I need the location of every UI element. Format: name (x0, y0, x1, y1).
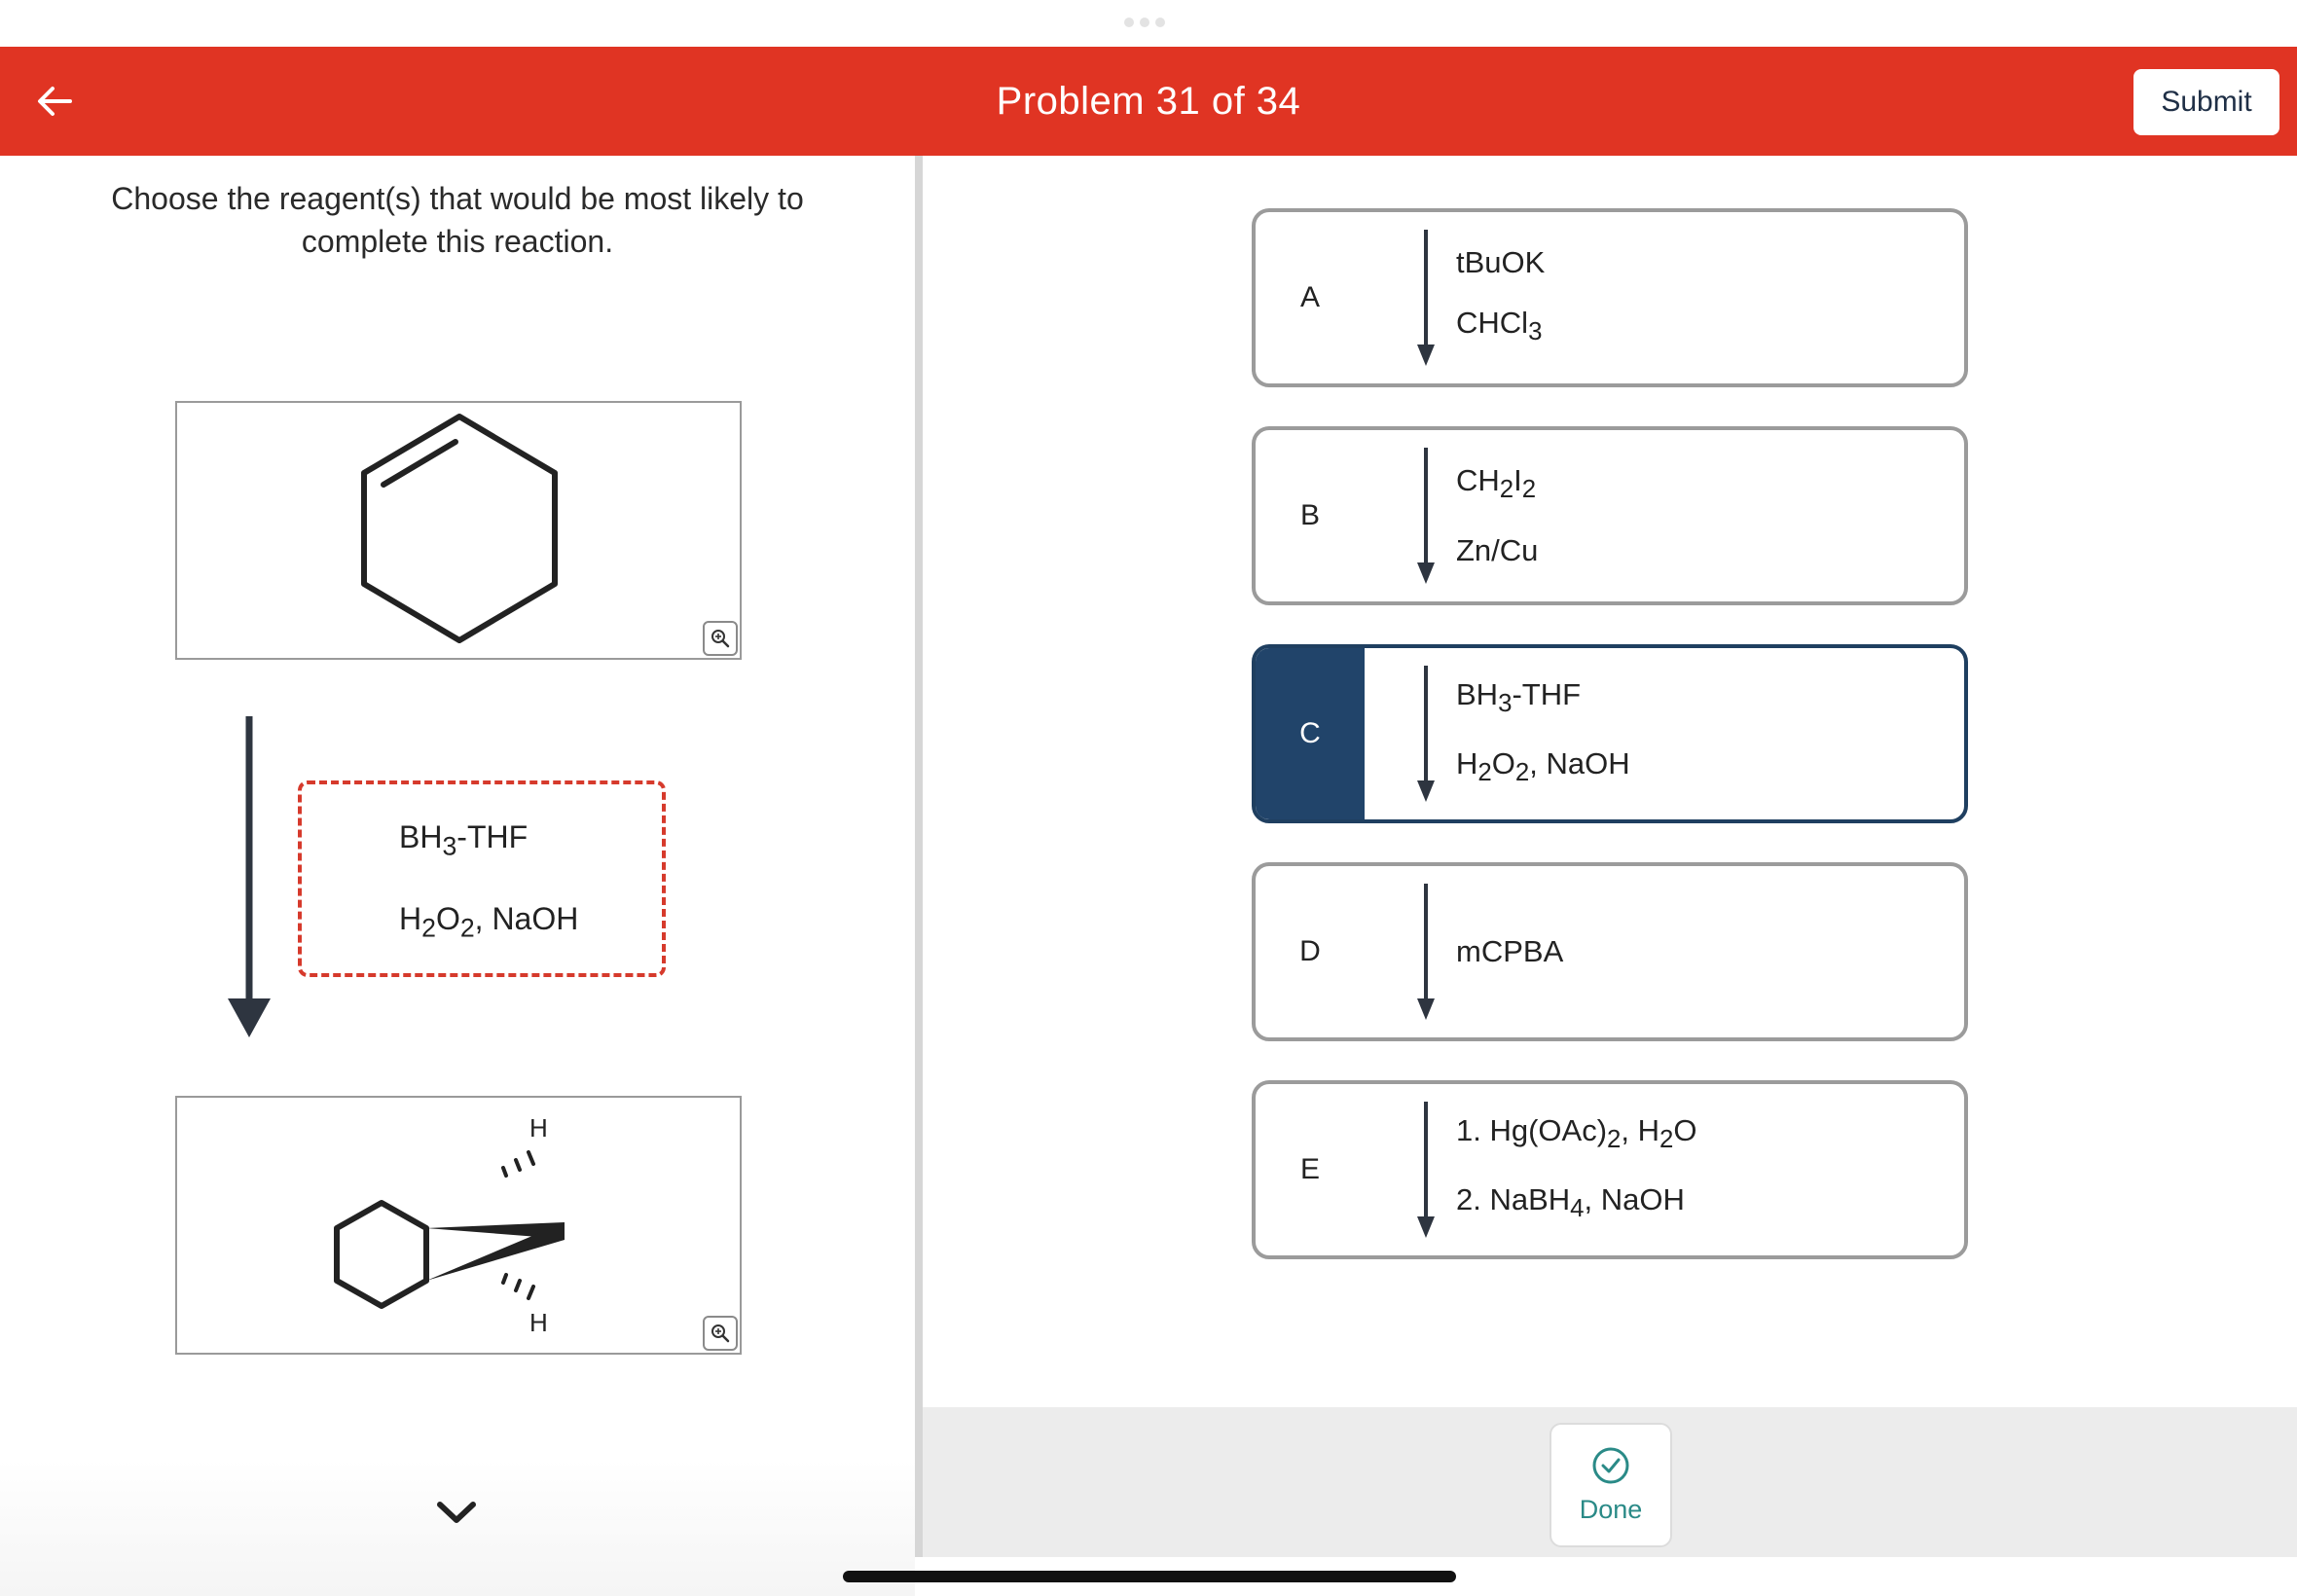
option-c[interactable] (1252, 644, 1968, 823)
option-line: $BH_3$-THF (1456, 676, 1582, 717)
option-e[interactable] (1252, 1080, 1968, 1259)
option-line: $CH_2I_2$ (1456, 463, 1537, 504)
submit-button[interactable]: Submit (2133, 69, 2279, 135)
header-bar (0, 47, 2297, 156)
problem-counter-title: Problem 31 of 34 (996, 79, 1301, 123)
question-prompt: Choose the reagent(s) that would be most likely to complete this reaction. (111, 181, 804, 259)
down-arrow-icon (1415, 230, 1437, 366)
down-arrow-icon (1415, 448, 1437, 584)
multitasking-dots[interactable] (1124, 18, 1173, 29)
norcarane-structure (177, 1098, 740, 1353)
option-line: $H_2O_2$, NaOH (1456, 746, 1630, 787)
bottom-toolbar (923, 1407, 2297, 1557)
product-structure-box (175, 1096, 742, 1355)
reaction-arrow (226, 716, 273, 1037)
option-line: tBuOK (1456, 245, 1546, 280)
option-letter: D (1299, 935, 1321, 967)
cyclohexene-structure (177, 403, 740, 658)
done-button[interactable] (1550, 1423, 1672, 1547)
slot-reagent-line-1: $BH_3$-THF (399, 819, 529, 861)
option-line: 2. NaBH$_4$, NaOH (1456, 1182, 1685, 1223)
option-line: CHCl$_3$ (1456, 306, 1543, 346)
arrow-left-icon (35, 84, 74, 119)
question-pane (0, 156, 915, 1557)
slot-reagent-line-2: $H_2O_2$, NaOH (399, 901, 579, 943)
back-button[interactable] (27, 74, 82, 128)
reactant-structure-box (175, 401, 742, 660)
option-line: Zn/Cu (1456, 532, 1539, 567)
option-line: mCPBA (1456, 934, 1564, 968)
option-letter: B (1299, 499, 1320, 531)
product-h-bottom: H (529, 1308, 548, 1337)
option-b[interactable] (1252, 426, 1968, 605)
down-arrow-icon (1415, 884, 1437, 1020)
done-label: Done (1579, 1494, 1643, 1524)
down-arrow-icon (1415, 666, 1437, 802)
magnifier-zoom-icon (710, 1323, 731, 1344)
down-arrow-icon (1415, 1102, 1437, 1238)
reagent-answer-slot[interactable] (298, 780, 666, 977)
zoom-product-button[interactable] (703, 1316, 738, 1351)
option-line: 1. $Hg(OAc)_2$, $H_2O$ (1456, 1112, 1697, 1153)
chevron-down-icon[interactable] (432, 1497, 481, 1530)
pane-divider (915, 156, 923, 1557)
check-circle-icon (1591, 1446, 1630, 1485)
magnifier-zoom-icon (710, 628, 731, 649)
product-h-top: H (529, 1113, 548, 1143)
option-d[interactable] (1252, 862, 1968, 1041)
option-letter: E (1299, 1153, 1320, 1185)
zoom-reactant-button[interactable] (703, 621, 738, 656)
option-a[interactable] (1252, 208, 1968, 387)
home-indicator[interactable] (843, 1571, 1456, 1582)
option-letter: C (1256, 648, 1365, 819)
option-letter: A (1299, 281, 1320, 313)
